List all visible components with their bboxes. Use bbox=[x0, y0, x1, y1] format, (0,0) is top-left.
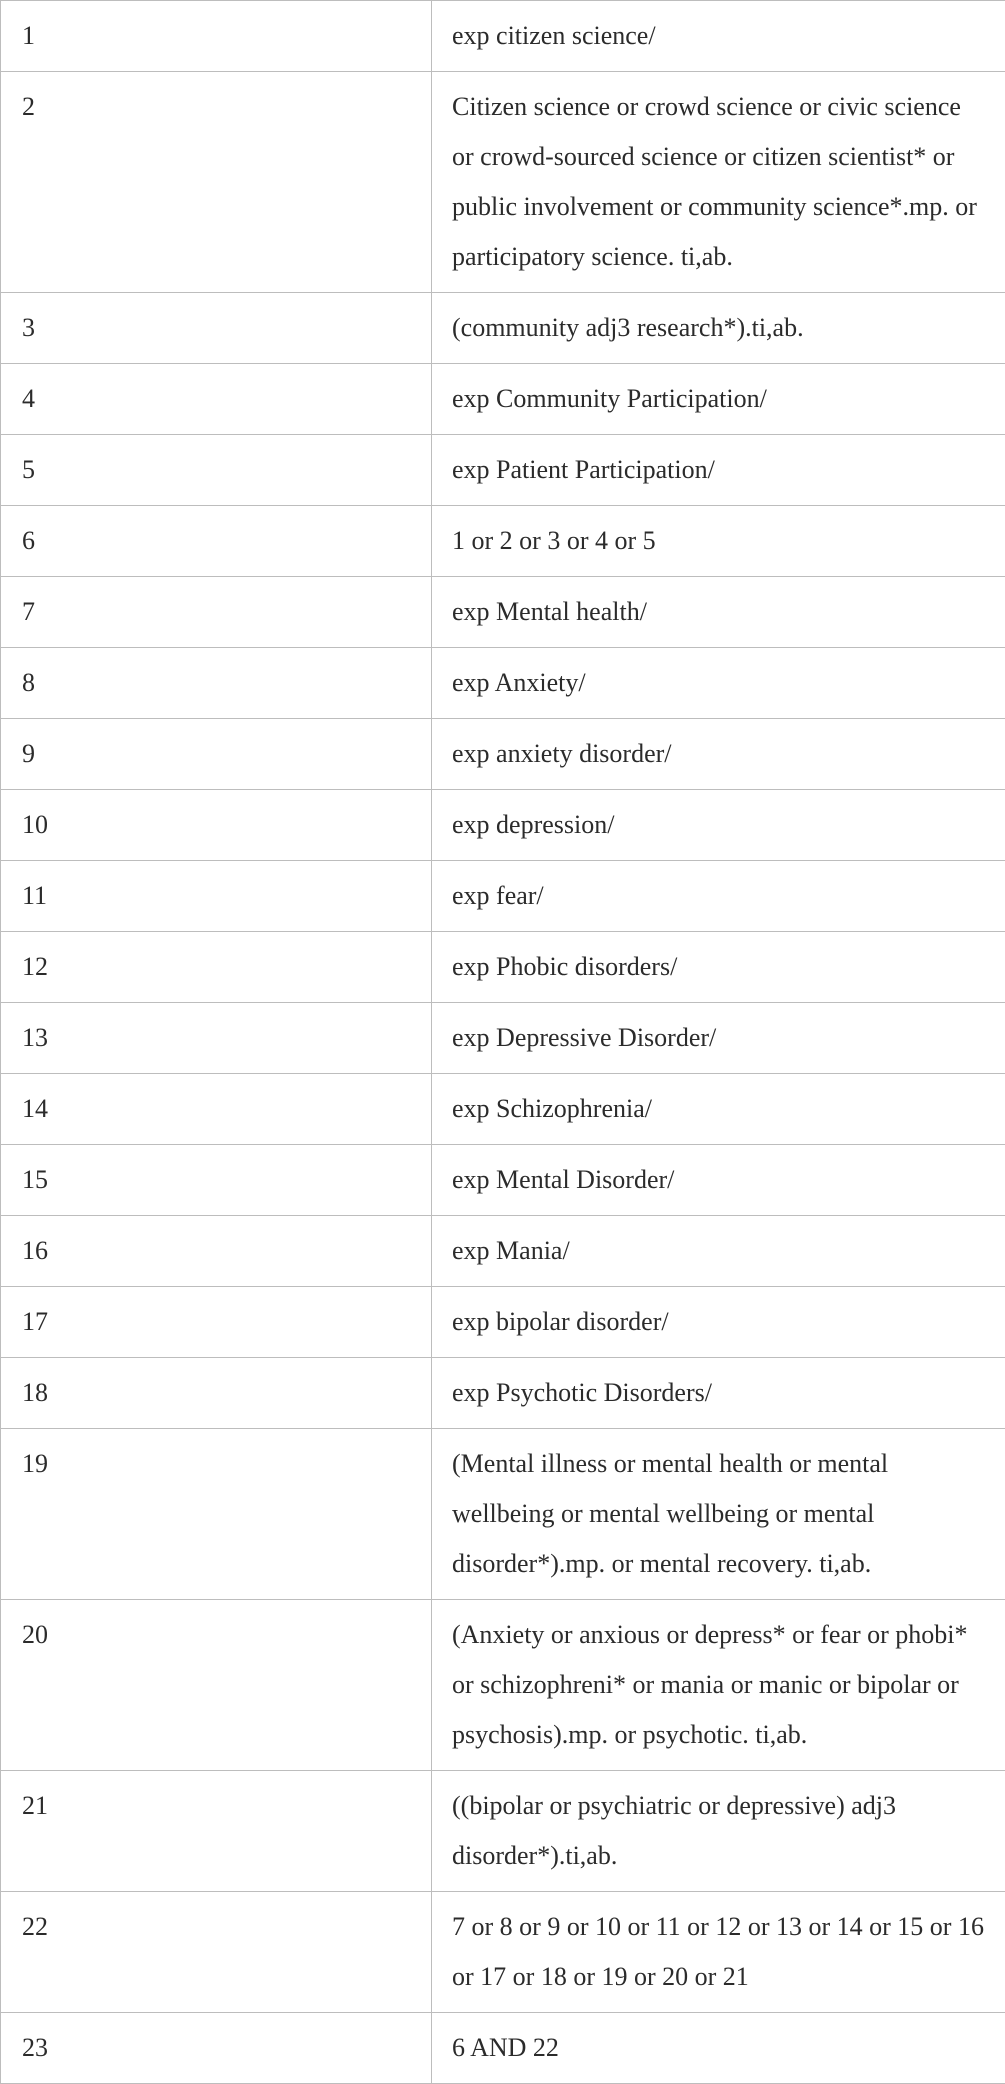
search-query-cell: exp Schizophrenia/ bbox=[432, 1074, 1005, 1145]
table-row bbox=[1, 1, 1005, 72]
search-query-cell: exp Mental health/ bbox=[432, 577, 1005, 648]
search-query-cell: exp fear/ bbox=[432, 861, 1005, 932]
table-row bbox=[1, 648, 1005, 719]
row-number-cell: 23 bbox=[1, 2013, 432, 2084]
row-number-cell: 18 bbox=[1, 1358, 432, 1429]
search-query-cell: 1 or 2 or 3 or 4 or 5 bbox=[432, 506, 1005, 577]
row-number-cell: 13 bbox=[1, 1003, 432, 1074]
search-query-cell: exp Psychotic Disorders/ bbox=[432, 1358, 1005, 1429]
search-query-cell: exp depression/ bbox=[432, 790, 1005, 861]
search-query-cell: exp Mania/ bbox=[432, 1216, 1005, 1287]
row-number-cell: 15 bbox=[1, 1145, 432, 1216]
search-query-cell: exp Anxiety/ bbox=[432, 648, 1005, 719]
search-query-cell: exp anxiety disorder/ bbox=[432, 719, 1005, 790]
table-row bbox=[1, 1216, 1005, 1287]
table-row bbox=[1, 1771, 1005, 1892]
row-number-cell: 9 bbox=[1, 719, 432, 790]
table-row bbox=[1, 1600, 1005, 1771]
table-row bbox=[1, 364, 1005, 435]
row-number-cell: 11 bbox=[1, 861, 432, 932]
search-query-cell: Citizen science or crowd science or civic science or crowd-sourced science or citizen scientist* or public involvement or community science*.mp. or participatory science. ti,ab. bbox=[432, 72, 1005, 293]
search-query-cell: exp bipolar disorder/ bbox=[432, 1287, 1005, 1358]
table-row bbox=[1, 1145, 1005, 1216]
row-number-cell: 5 bbox=[1, 435, 432, 506]
table-row bbox=[1, 1429, 1005, 1600]
table-row bbox=[1, 719, 1005, 790]
row-number-cell: 22 bbox=[1, 1892, 432, 2013]
row-number-cell: 14 bbox=[1, 1074, 432, 1145]
search-query-cell: (Mental illness or mental health or mental wellbeing or mental wellbeing or mental disorder*).mp. or mental recovery. ti,ab. bbox=[432, 1429, 1005, 1600]
row-number-cell: 4 bbox=[1, 364, 432, 435]
table-row bbox=[1, 1074, 1005, 1145]
table-row bbox=[1, 1358, 1005, 1429]
table-row bbox=[1, 506, 1005, 577]
search-query-cell: exp Patient Participation/ bbox=[432, 435, 1005, 506]
row-number-cell: 19 bbox=[1, 1429, 432, 1600]
row-number-cell: 21 bbox=[1, 1771, 432, 1892]
row-number-cell: 12 bbox=[1, 932, 432, 1003]
row-number-cell: 8 bbox=[1, 648, 432, 719]
table-row bbox=[1, 293, 1005, 364]
search-query-cell: exp Phobic disorders/ bbox=[432, 932, 1005, 1003]
table-row bbox=[1, 932, 1005, 1003]
search-query-cell: 7 or 8 or 9 or 10 or 11 or 12 or 13 or 14 or 15 or 16 or 17 or 18 or 19 or 20 or 21 bbox=[432, 1892, 1005, 2013]
row-number-cell: 16 bbox=[1, 1216, 432, 1287]
search-query-cell: exp Depressive Disorder/ bbox=[432, 1003, 1005, 1074]
search-query-cell: exp Community Participation/ bbox=[432, 364, 1005, 435]
table-row bbox=[1, 72, 1005, 293]
table-row bbox=[1, 577, 1005, 648]
search-query-cell: (community adj3 research*).ti,ab. bbox=[432, 293, 1005, 364]
search-query-cell: ((bipolar or psychiatric or depressive) adj3 disorder*).ti,ab. bbox=[432, 1771, 1005, 1892]
table-row bbox=[1, 1892, 1005, 2013]
table-row bbox=[1, 861, 1005, 932]
table-row bbox=[1, 790, 1005, 861]
row-number-cell: 1 bbox=[1, 1, 432, 72]
table-row bbox=[1, 435, 1005, 506]
search-query-cell: exp Mental Disorder/ bbox=[432, 1145, 1005, 1216]
row-number-cell: 20 bbox=[1, 1600, 432, 1771]
row-number-cell: 17 bbox=[1, 1287, 432, 1358]
table-row bbox=[1, 1003, 1005, 1074]
row-number-cell: 3 bbox=[1, 293, 432, 364]
row-number-cell: 6 bbox=[1, 506, 432, 577]
row-number-cell: 10 bbox=[1, 790, 432, 861]
search-query-cell: 6 AND 22 bbox=[432, 2013, 1005, 2084]
row-number-cell: 2 bbox=[1, 72, 432, 293]
table-body bbox=[1, 1, 1005, 2084]
row-number-cell: 7 bbox=[1, 577, 432, 648]
search-query-cell: (Anxiety or anxious or depress* or fear or phobi* or schizophreni* or mania or manic or bipolar or psychosis).mp. or psychotic. ti,ab. bbox=[432, 1600, 1005, 1771]
table-row bbox=[1, 1287, 1005, 1358]
table-row bbox=[1, 2013, 1005, 2084]
search-query-cell: exp citizen science/ bbox=[432, 1, 1005, 72]
